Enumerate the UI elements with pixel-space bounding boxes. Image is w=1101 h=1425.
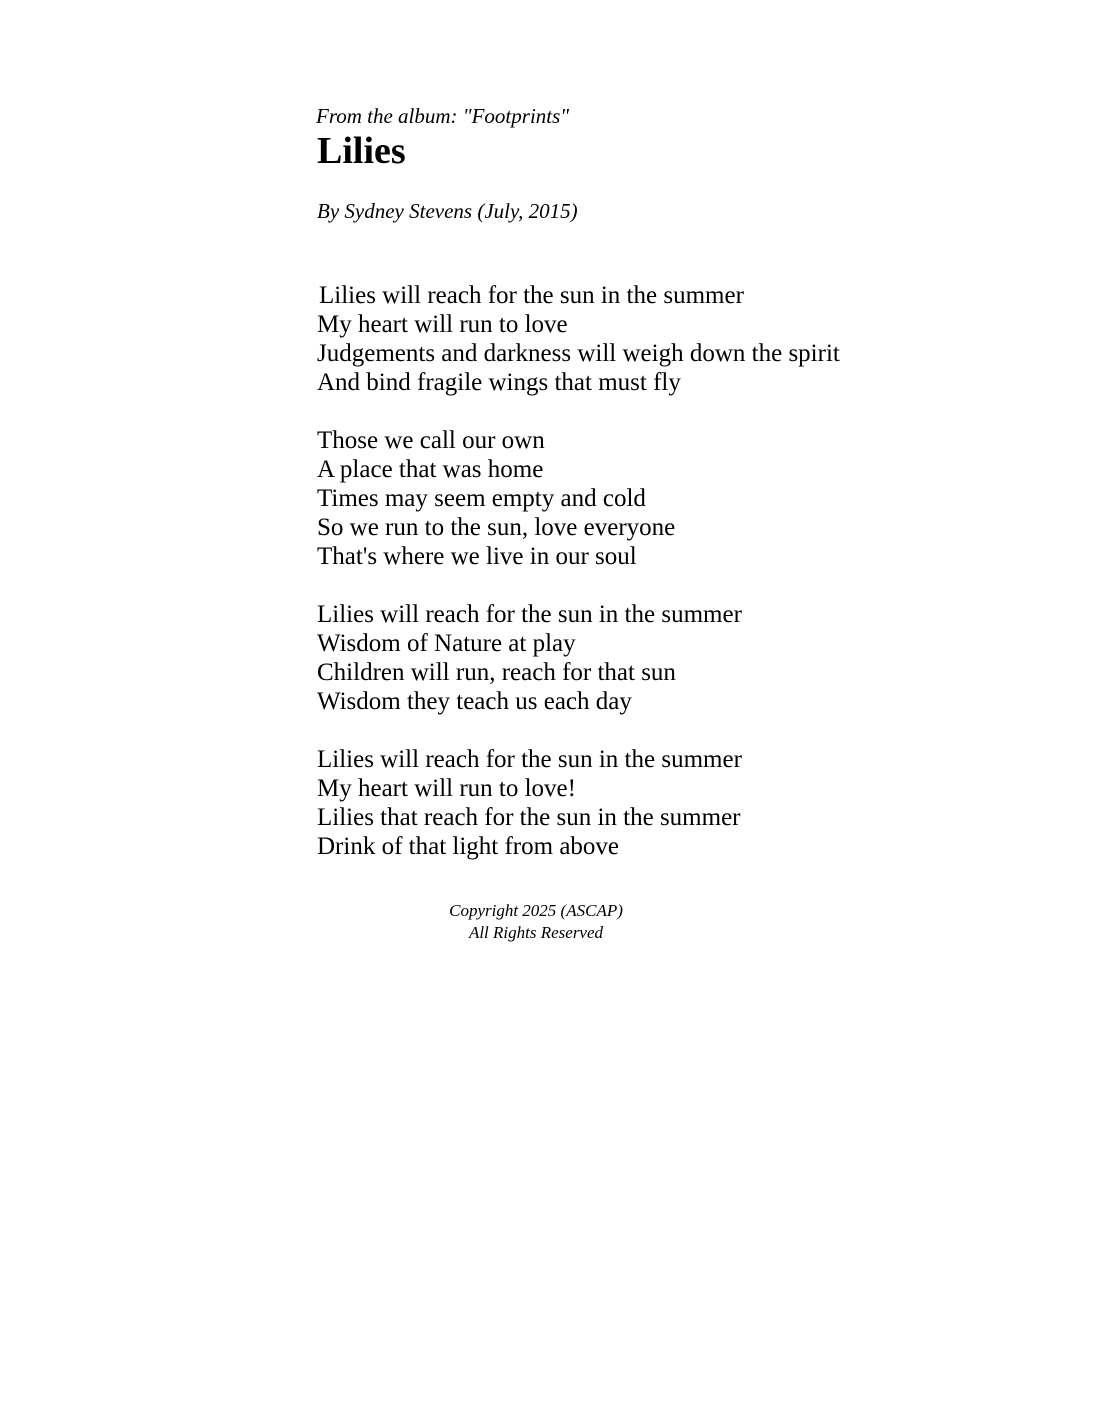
song-title: Lilies [317,130,406,172]
lyric-line: And bind fragile wings that must fly [317,369,681,396]
lyric-line: Lilies will reach for the sun in the summer [317,746,742,773]
lyric-line: Those we call our own [317,427,545,454]
album-label: From the album: "Footprints" [316,104,570,128]
lyric-line: Times may seem empty and cold [317,485,646,512]
lyric-line: Children will run, reach for that sun [317,659,676,686]
stanza-1 [317,281,840,397]
lyric-line: Wisdom they teach us each day [317,688,632,715]
lyric-line: Lilies will reach for the sun in the summer [317,601,742,628]
lyric-line: Drink of that light from above [317,833,620,860]
lyric-line: Wisdom of Nature at play [317,630,576,657]
copyright-line: Copyright 2025 (ASCAP) [449,901,623,920]
copyright-notice [416,900,656,944]
lyric-line: So we run to the sun, love everyone [317,514,676,541]
stanza-4 [317,745,840,861]
lyric-line: That's where we live in our soul [317,543,637,570]
lyric-line: Lilies will reach for the sun in the summer [319,282,744,309]
rights-line: All Rights Reserved [468,923,604,942]
lyric-line: My heart will run to love! [317,775,576,802]
lyric-line: A place that was home [317,456,544,483]
author-byline: By Sydney Stevens (July, 2015) [317,199,578,223]
lyric-line: My heart will run to love [317,311,568,338]
lyrics-body [317,281,840,890]
lyric-line: Judgements and darkness will weigh down the spirit [317,340,840,367]
stanza-2 [317,426,840,571]
stanza-3 [317,600,840,716]
lyric-line: Lilies that reach for the sun in the summer [317,804,741,831]
